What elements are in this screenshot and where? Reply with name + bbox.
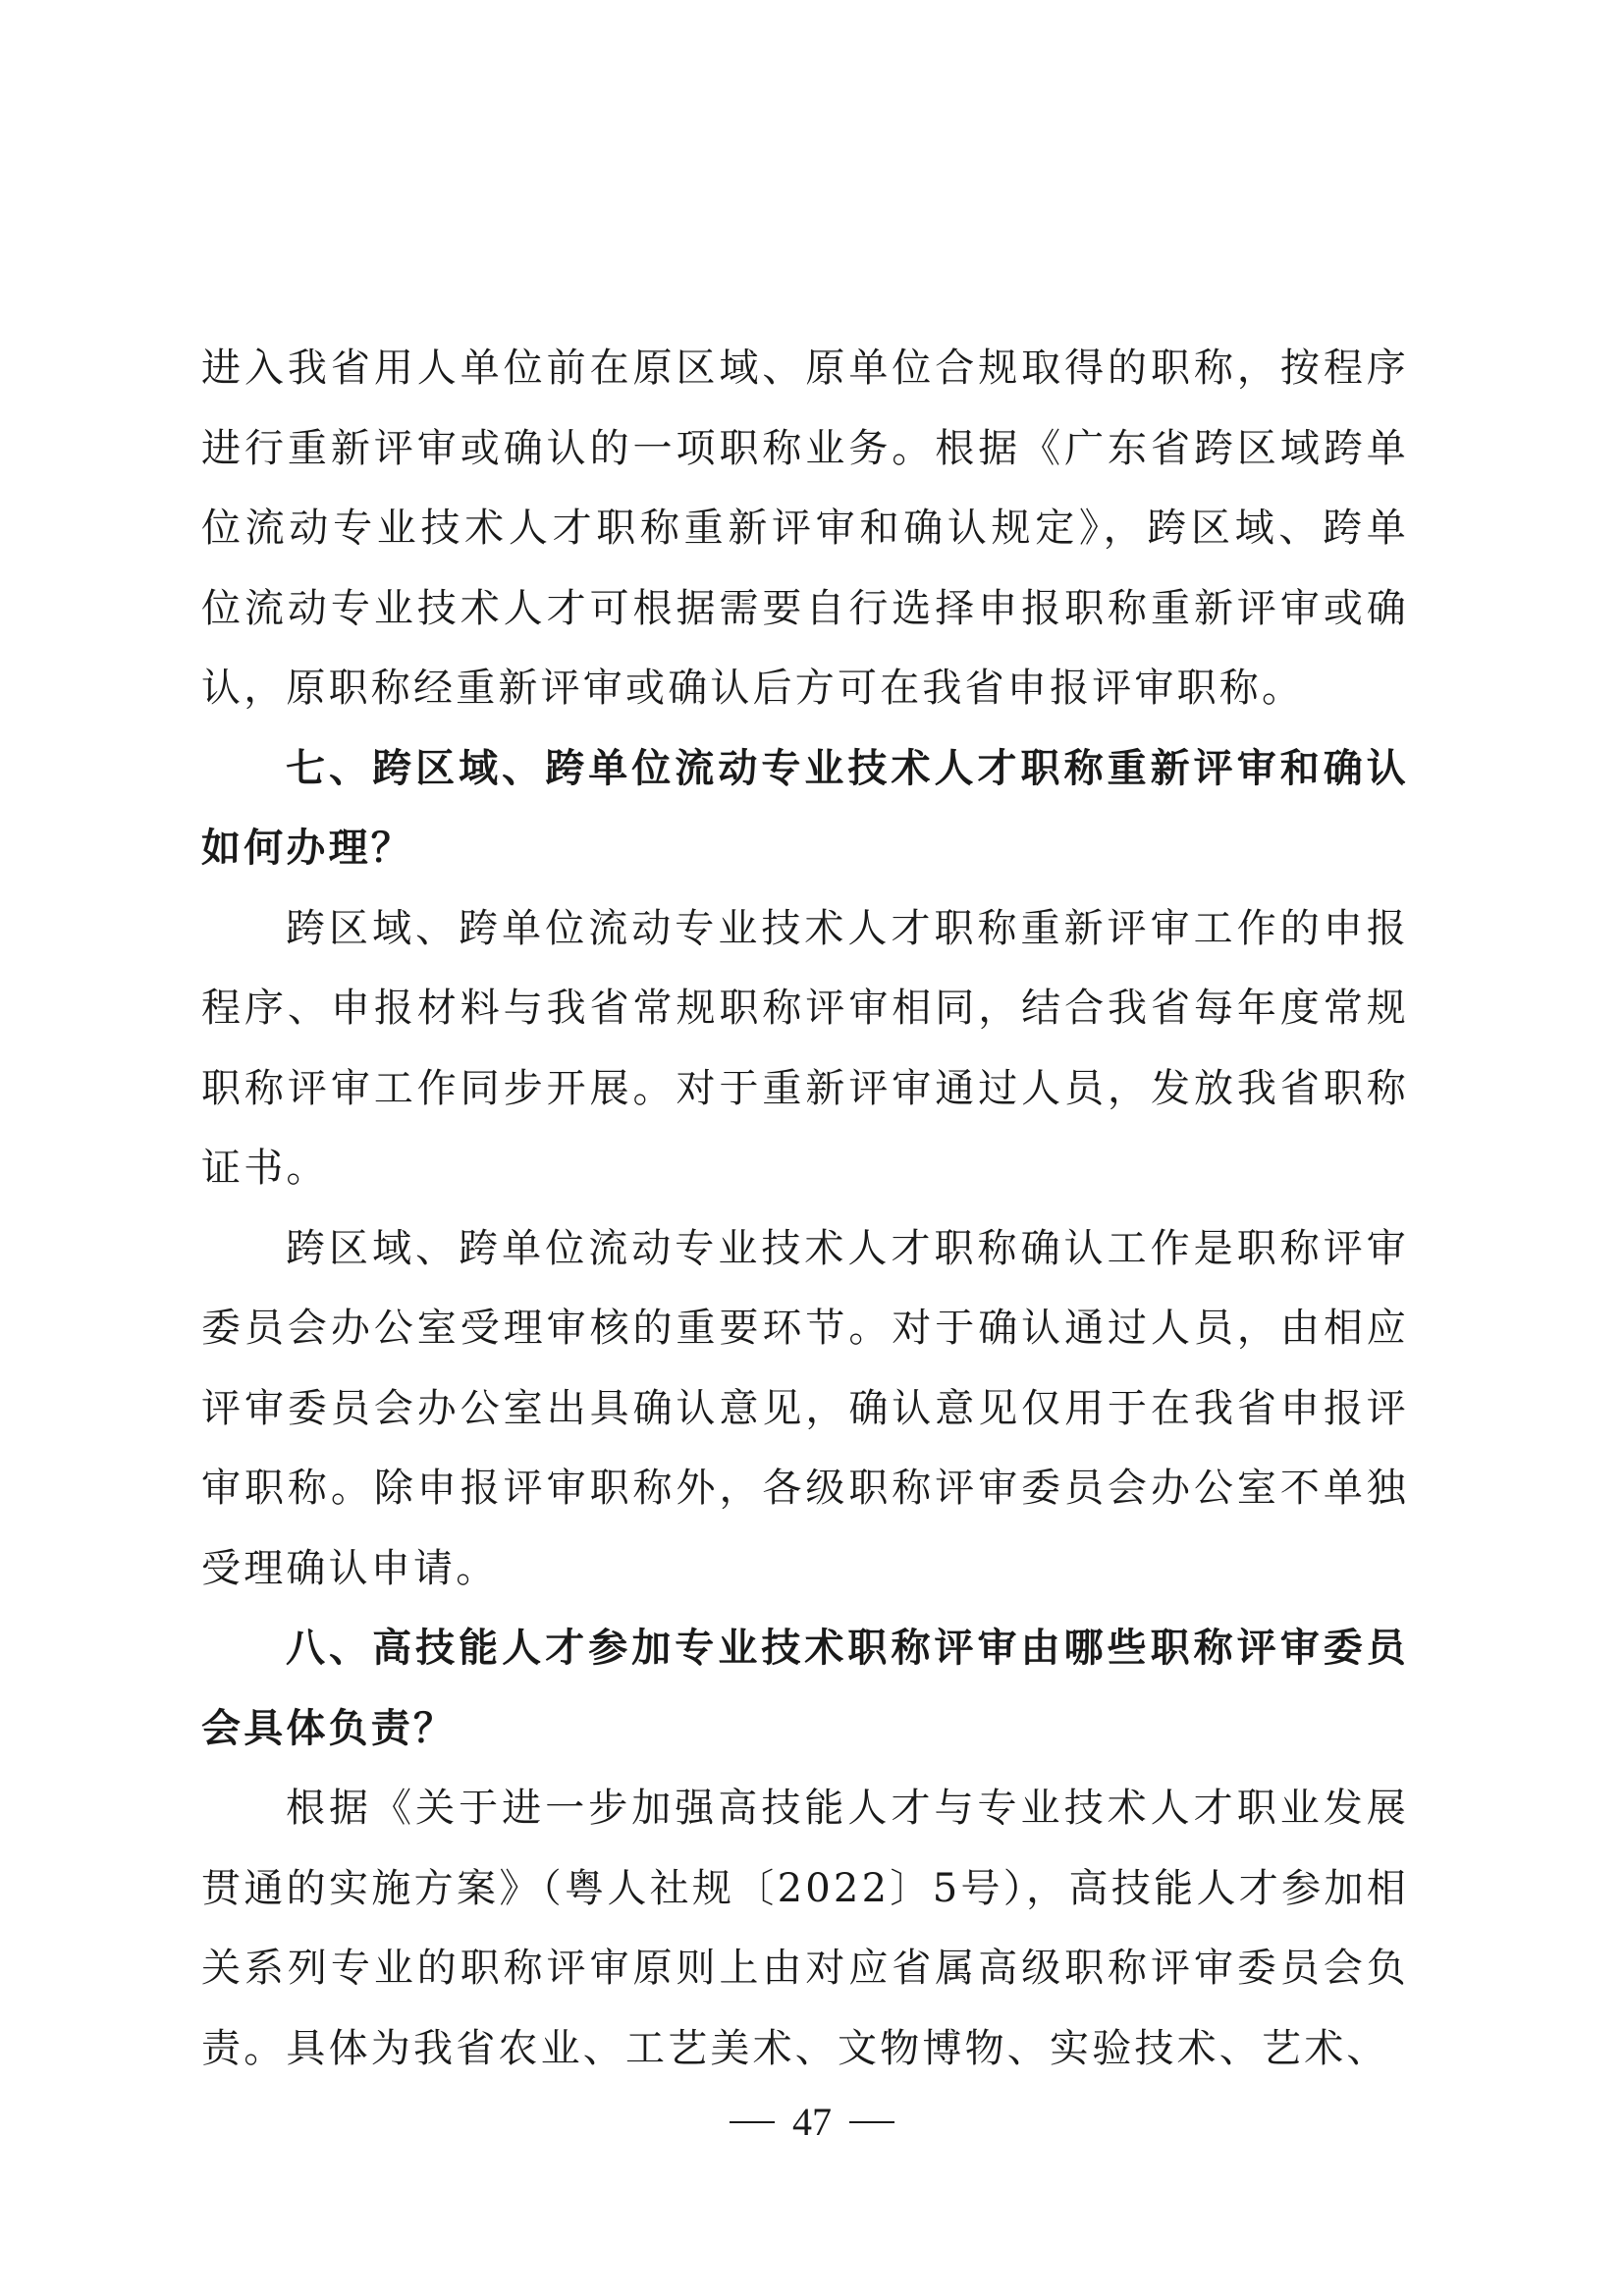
paragraph-2: 跨区域、跨单位流动专业技术人才职称重新评审工作的申报程序、申报材料与我省常规职称评审相同，结合我省每年度常规职称评审工作同步开展。对于重新评审通过人员，发放我省职称证书。 [201,905,1409,1191]
section-heading-8: 八、高技能人才参加专业技术职称评审由哪些职称评审委员会具体负责？ [201,1626,1409,1751]
paragraph-1: 进入我省用人单位前在原区域、原单位合规取得的职称，按程序进行重新评审或确认的一项职称业务。根据《广东省跨区域跨单位流动专业技术人才职称重新评审和确认规定》，跨区域、跨单位流动专业技术人才可根据需要自行选择申报职称重新评审或确认，原职称经重新评审或确认后方可在我省申报评审职称。 [201,346,1409,711]
paragraph-3: 跨区域、跨单位流动专业技术人才职称确认工作是职称评审委员会办公室受理审核的重要环节。对于确认通过人员，由相应评审委员会办公室出具确认意见，确认意见仅用于在我省申报评审职称。除申报评审职称外，各级职称评审委员会办公室不单独受理确认申请。 [201,1225,1409,1591]
paragraph-4: 根据《关于进一步加强高技能人才与专业技术人才职业发展贯通的实施方案》（粤人社规〔2022〕5号），高技能人才参加相关系列专业的职称评审原则上由对应省属高级职称评审委员会负责。具体为我省农业、工艺美术、文物博物、实验技术、艺术、 [201,1786,1409,2071]
page-number: 47 [792,2099,832,2144]
footer-dash-right [849,2121,894,2123]
document-body [201,329,1409,2089]
footer-dash-left [730,2121,775,2123]
section-heading-7: 七、跨区域、跨单位流动专业技术人才职称重新评审和确认如何办理？ [201,745,1409,871]
page-footer [0,2094,1624,2147]
